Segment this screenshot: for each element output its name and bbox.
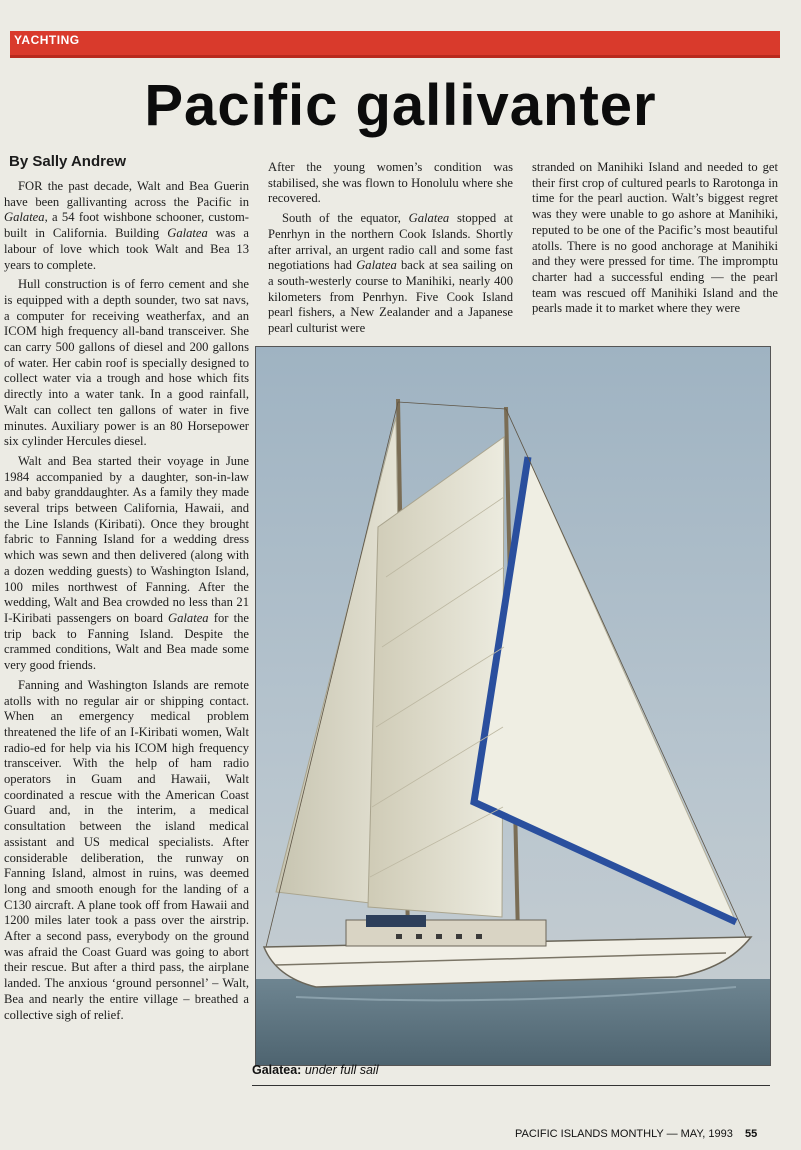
ship-name: Galatea [4,210,45,225]
paragraph-text: for the trip back to Fanning Island. Despite the crammed conditions, Walt and Bea made some very good friends. [4,610,249,673]
paragraph-text: FOR the past decade, Walt and Bea Guerin have been gallivanting across the Pacific in [4,179,249,209]
schooner-illustration [256,347,770,1065]
article-paragraph [532,160,778,317]
paragraph-text: stopped at Penrhyn in the northern Cook Islands. Shortly after arrival, an urgent radio call and some fast negotiations had [268,211,513,273]
ship-name: Galatea [167,226,208,241]
ship-name: Galatea [356,258,397,273]
article-column-1 [4,179,249,1094]
paragraph-text: was a labour of love which took Walt and Bea 13 years to complete. [4,226,249,272]
schooner-photo [255,346,771,1066]
dodger [366,915,426,927]
article-paragraph [4,277,249,450]
ship-name: Galatea [408,211,450,226]
paragraph-text: Walt and Bea started their voyage in June 1984 accompanied by a daughter, son-in-law and baby granddaughter. As a family they made several trips between California, Hawaii, and the Line Islands (Kiribati). Once they brought fabric to Fanning Island for a wedding dress which was sewn and then delivered (along with a dozen wedding guests) to Washington Island, 100 miles northwest of Fanning. After the wedding, Walt and Bea crowded no less than 21 I-Kiribati passengers on board [4,453,249,625]
footer-publication: PACIFIC ISLANDS MONTHLY — MAY, 1993 [515,1128,733,1140]
paragraph-text: Fanning and Washington Islands are remote atolls with no regular air or shipping contact. When an emergency medical problem threatened the life of an I-Kiribati women, Walt radio-ed for help via his ICOM high frequency transceiver. With the help of ham radio operators in Guam and Hawaii, Walt coordinated a rescue with the American Coast Guard and, in the interim, a medical consultation between the island medical assistant and US medical specialists. After considerable deliberation, the runway on Fanning Island, almost in ruins, was deemed long and smooth enough for the landing of a C130 aircraft. A plane took off from Hawaii and 1200 miles later took a pass over the airstrip. After a second pass, everybody on the ground was afraid the Coast Guard was going to abort their rescue. But after a third pass, the airplane landed. The anxious ‘ground personnel’ – Walt, Bea and nearly the entire village – breathed a collective sigh of relief. [4,677,249,1022]
byline: By Sally Andrew [9,153,126,170]
paragraph-text: stranded on Manihiki Island and needed to get their first crop of cultured pearls to Rarotonga in time for the pearl auction. Walt’s biggest regret was they were unable to go ashore at Manihiki, reputed to be one of the Pacific’s most beautiful atolls. There is no good anchorage at Manihiki and they were pressed for time. The impromptu charter had a successful ending — the pearl team was rescued off Manihiki Island and the pearls made it to market where they were [532,160,778,316]
caption-name: Galatea: [252,1063,302,1077]
article-column-3 [532,160,778,338]
page-number: 55 [745,1128,758,1140]
ship-name: Galatea [168,610,209,625]
section-bar [10,31,780,58]
paragraph-text: South of the equator, [282,211,409,226]
article-column-2 [268,160,513,338]
sea [256,979,770,1065]
paragraph-text: back at sea sailing on a south-westerly course to Manihiki, nearly 400 kilometers from Penrhyn. Five Cook Island pearl fishers, a New Zealander and a Japanese pearl culturist were [268,258,513,336]
article-paragraph [268,160,513,207]
article-paragraph [268,211,513,337]
caption-rule [252,1085,770,1086]
article-paragraph [4,678,249,1023]
article-paragraph [4,179,249,273]
headline: Pacific gallivanter [144,73,657,138]
article-paragraph [4,454,249,674]
paragraph-text: After the young women’s condition was stabilised, she was flown to Honolulu where she recovered. [268,160,513,206]
caption-text: under full sail [304,1063,379,1077]
section-label: YACHTING [14,33,80,47]
paragraph-text: Hull construction is of ferro cement and she is equipped with a depth sounder, two sat navs, a computer for receiving weatherfax, and an ICOM high frequency all-band transceiver. She can carry 500 gallons of diesel and 200 gallons of water. Her cabin roof is specially designed to collect water via a trough and hose which fits directly into a water tank. In a good rainfall, Walt can collect ten gallons of water in five minutes. Auxiliary power is an 80 Horsepower six cylinder Hercules diesel. [4,277,249,449]
photo-caption [252,1063,378,1077]
paragraph-text: , a 54 foot wishbone schooner, custom-built in California. Building [4,210,249,241]
